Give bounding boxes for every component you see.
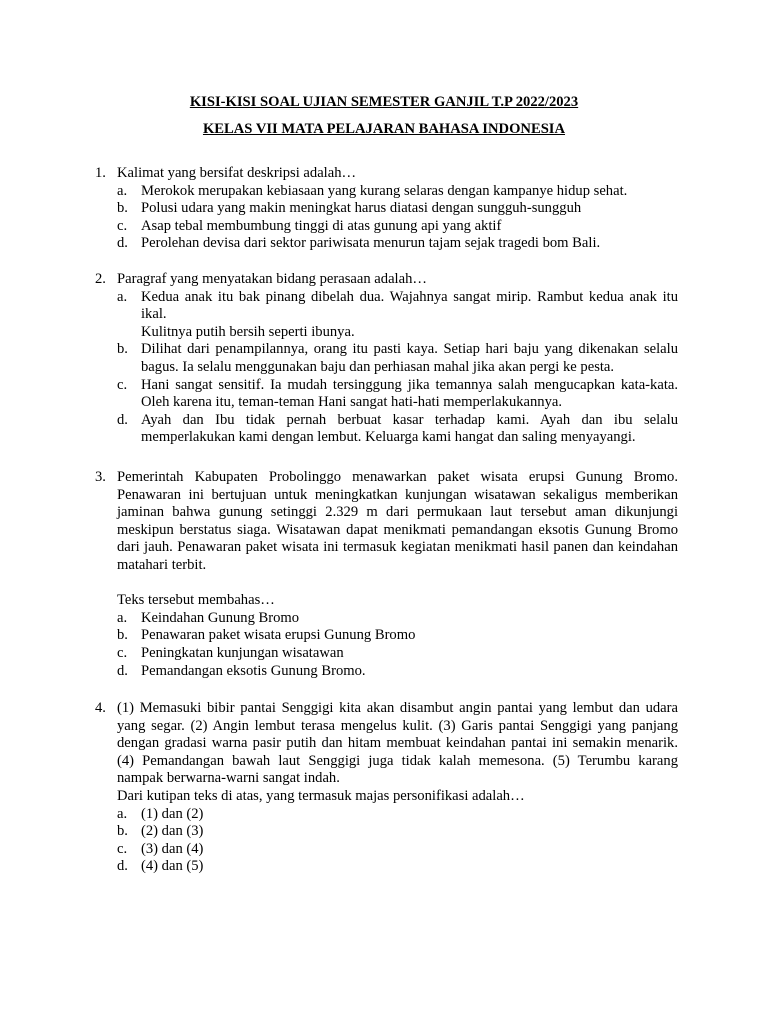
option-letter: c. [117, 644, 128, 661]
option-list [117, 806, 678, 876]
option-text: Ayah dan Ibu tidak pernah berbuat kasar terhadap kami. Ayah dan ibu selalu memperlakukan kami dengan lembut. Keluarga kami hangat dan saling menyayangi. [141, 411, 678, 446]
option-a [117, 289, 678, 342]
question-2 [95, 271, 678, 447]
question-number: 4. [95, 700, 106, 716]
option-letter: d. [117, 858, 128, 875]
question-passage: (1) Memasuki bibir pantai Senggigi kita akan disambut angin pantai yang lembut dan udara yang segar. (2) Angin lembut terasa mengelus kulit. (3) Garis pantai Senggigi yang panjang dengan gradasi warna pasir putih dan hitam membuat keindahan pantai ini semakin menarik. (4) Pemandangan bawah laut Senggigi juga tidak kalah memesona. (5) Terumbu karang nampak berwarna-warni sangat indah. [117, 700, 678, 787]
option-text: Perolehan devisa dari sektor pariwisata menurun tajam sejak tragedi bom Bali. [141, 235, 601, 252]
option-b [117, 200, 678, 218]
option-text: Polusi udara yang makin meningkat harus diatasi dengan sungguh-sungguh [141, 200, 582, 217]
question-number: 2. [95, 271, 106, 287]
option-a [117, 183, 678, 201]
option-letter: c. [117, 217, 128, 234]
option-text: Pemandangan eksotis Gunung Bromo. [141, 662, 366, 679]
option-letter: d. [117, 411, 128, 428]
option-a [117, 806, 678, 824]
option-c [117, 645, 678, 663]
question-1 [95, 165, 678, 253]
option-list [117, 289, 678, 447]
option-letter: c. [117, 376, 128, 393]
option-text: Hani sangat sensitif. Ia mudah tersinggung jika temannya salah mengucapkan kata-kata. Oleh karena itu, teman-teman Hani sangat hati-hati memperlakukannya. [141, 376, 678, 411]
document-title: KISI-KISI SOAL UJIAN SEMESTER GANJIL T.P 2022/2023 [189, 94, 579, 110]
option-c [117, 218, 678, 236]
option-c [117, 841, 678, 859]
option-c [117, 377, 678, 412]
question-stem: Paragraf yang menyatakan bidang perasaan adalah… [117, 271, 427, 287]
option-letter: b. [117, 823, 128, 840]
option-letter: a. [117, 288, 128, 305]
option-text: Kedua anak itu bak pinang dibelah dua. Wajahnya sangat mirip. Rambut kedua anak itu ikal. [141, 288, 678, 323]
option-letter: a. [117, 805, 128, 822]
option-letter: d. [117, 662, 128, 679]
option-text: Asap tebal membumbung tinggi di atas gunung api yang aktif [141, 217, 502, 234]
question-number: 3. [95, 469, 106, 485]
option-text: Merokok merupakan kebiasaan yang kurang selaras dengan kampanye hidup sehat. [141, 182, 628, 199]
option-text: Penawaran paket wisata erupsi Gunung Bromo [141, 627, 416, 644]
option-b [117, 823, 678, 841]
option-text: Keindahan Gunung Bromo [141, 609, 300, 626]
option-text: Peningkatan kunjungan wisatawan [141, 644, 344, 661]
option-a [117, 610, 678, 628]
option-text: Dilihat dari penampilannya, orang itu pasti kaya. Setiap hari baju yang dikenakan selalu bagus. Ia selalu menggunakan baju dan perhiasan mahal jika akan pergi ke pesta. [141, 341, 678, 375]
option-d [117, 663, 678, 681]
option-list [117, 610, 678, 680]
option-list [117, 183, 678, 253]
question-prompt: Teks tersebut membahas… [117, 592, 275, 609]
option-b [117, 341, 678, 376]
option-text: (1) dan (2) [141, 805, 204, 822]
option-d [117, 858, 678, 876]
question-number: 1. [95, 165, 106, 181]
option-b [117, 627, 678, 645]
option-letter: a. [117, 182, 128, 199]
document-subtitle: KELAS VII MATA PELAJARAN BAHASA INDONESIA [202, 121, 566, 137]
option-letter: a. [117, 609, 128, 626]
question-stem: Kalimat yang bersifat deskripsi adalah… [117, 165, 357, 181]
option-text: (2) dan (3) [141, 823, 204, 840]
option-letter: c. [117, 840, 128, 857]
question-4 [95, 700, 678, 876]
option-d [117, 235, 678, 253]
option-letter: d. [117, 235, 128, 252]
option-text-continuation: Kulitnya putih bersih seperti ibunya. [141, 323, 355, 340]
question-passage: Pemerintah Kabupaten Probolinggo menawarkan paket wisata erupsi Gunung Bromo. Penawaran ini bertujuan untuk meningkatkan kunjungan wisatawan sekaligus memberikan jaminan bahwa gunung setinggi 2.329 m dari permukaan laut tersebut aman dikunjungi meskipun berstatus siaga. Wisatawan dapat menikmati pemandangan eksotis Gunung Bromo dari jauh. Penawaran paket wisata ini termasuk kegiatan menikmati hasil panen dan keindahan matahari terbit. [117, 469, 678, 573]
option-letter: b. [117, 200, 128, 217]
option-text: (4) dan (5) [141, 858, 204, 875]
question-prompt: Dari kutipan teks di atas, yang termasuk majas personifikasi adalah… [117, 787, 525, 804]
option-letter: b. [117, 627, 128, 644]
option-d [117, 412, 678, 447]
question-3 [95, 469, 678, 680]
option-text: (3) dan (4) [141, 840, 204, 857]
option-letter: b. [117, 341, 128, 358]
